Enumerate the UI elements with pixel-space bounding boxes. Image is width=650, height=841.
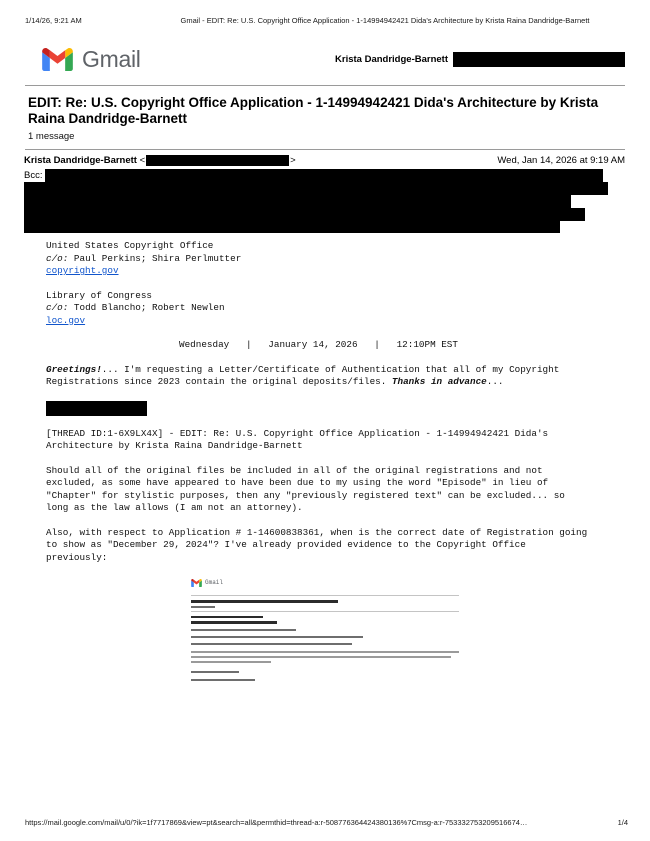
- print-footer: [25, 818, 628, 827]
- embed-gmail-logo-text: Gmail: [205, 579, 224, 586]
- email-body: [46, 240, 591, 681]
- care-of-label: c/o:: [46, 302, 69, 313]
- embed-text-line: [191, 671, 239, 673]
- embed-text-line: [191, 621, 277, 624]
- print-document-title: Gmail - EDIT: Re: U.S. Copyright Office Application - 1-14994942421 Dida's Architecture by Krista Raina Dandridge-Barnett: [180, 16, 590, 25]
- print-header: [0, 0, 650, 25]
- embed-gmail-m-icon: [191, 579, 202, 587]
- redacted-body-bar: [46, 401, 147, 416]
- letter-date-line: Wednesday | January 14, 2026 | 12:10PM EST: [179, 339, 458, 350]
- embed-text-line: [191, 636, 363, 638]
- org2-contacts: [46, 302, 591, 315]
- thanks-emphasis: Thanks in advance: [391, 376, 487, 387]
- sender-identity: [24, 155, 296, 166]
- bracket-open: <: [136, 155, 146, 166]
- gmail-logo: [42, 46, 141, 73]
- redacted-recipients-bar: [45, 169, 603, 182]
- embed-text-line: [191, 616, 263, 619]
- thanks-tail: ...: [486, 376, 504, 387]
- message-count: 1 message: [28, 131, 75, 142]
- redacted-recipients-bar: [24, 182, 608, 195]
- paragraph-should: Should all of the original files be included in all of the original registrations and not excluded, as some have appeared to have been due to my using the word "Episode" in lieu of "Chapter" for stylistic purposes, then any "previously registered text" can be excluded... so long as the law allows (I am not an attorney).: [46, 464, 565, 513]
- org2-people: Todd Blancho; Robert Newlen: [68, 302, 225, 313]
- embed-text-line: [191, 661, 271, 663]
- embedded-email-screenshot[interactable]: [191, 577, 459, 681]
- gmail-header: [42, 46, 625, 73]
- sender-row: [24, 155, 625, 166]
- message-date: Wed, Jan 14, 2026 at 9:19 AM: [497, 155, 625, 166]
- gmail-m-icon: [42, 48, 73, 71]
- loc-gov-link[interactable]: loc.gov: [46, 314, 86, 326]
- embed-text-line: [191, 600, 338, 603]
- redacted-sender-email: [146, 155, 289, 166]
- redacted-recipients-bar: [24, 221, 560, 233]
- divider: [25, 149, 625, 150]
- copyright-gov-link[interactable]: copyright.gov: [46, 265, 119, 276]
- redacted-recipients-bar: [24, 208, 585, 221]
- bcc-redacted-block: [24, 169, 625, 233]
- redacted-recipients-bar: [24, 195, 571, 208]
- email-subject: EDIT: Re: U.S. Copyright Office Application - 1-14994942421 Dida's Architecture by Krista Raina Dandridge-Barnett: [28, 95, 599, 126]
- account-block: [335, 52, 625, 67]
- sender-name: Krista Dandridge-Barnett: [24, 155, 137, 166]
- org1-contacts: [46, 253, 591, 266]
- embed-divider: [191, 611, 459, 612]
- embed-text-line: [191, 629, 296, 631]
- care-of-label: c/o:: [46, 252, 69, 264]
- bcc-line: [24, 169, 625, 182]
- print-timestamp: 1/14/26, 9:21 AM: [25, 16, 82, 25]
- embed-text-line: [191, 656, 451, 658]
- embed-text-line: [191, 643, 352, 645]
- org1-name: United States Copyright Office: [46, 240, 214, 251]
- embed-text-line: [191, 679, 255, 681]
- embed-text-line: [191, 606, 215, 608]
- greeting-text: ... I'm requesting a Letter/Certificate of Authentication that all of my Copyright Registrations since 2023 contain the original deposits/files.: [46, 363, 560, 387]
- bcc-label: Bcc:: [24, 170, 43, 181]
- page-indicator: 1/4: [617, 818, 628, 827]
- divider: [25, 85, 625, 86]
- greeting-emphasis: Greetings!: [46, 363, 102, 375]
- org2-name: Library of Congress: [46, 289, 153, 301]
- redacted-account-email: [453, 52, 625, 67]
- bracket-close: >: [290, 155, 296, 166]
- greeting-paragraph: [46, 364, 591, 389]
- embed-text-line: [191, 651, 459, 653]
- org1-people: Paul Perkins; Shira Perlmutter: [68, 252, 242, 264]
- thread-id-line: [THREAD ID:1-6X9LX4X] - EDIT: Re: U.S. Copyright Office Application - 1-14994942421 Dida's Architecture by Krista Raina Dandridge-Barnett: [46, 427, 549, 451]
- paragraph-also: Also, with respect to Application # 1-14600838361, when is the correct date of Registration going to show as "December 29, 2024"? I've already provided evidence to the Copyright Office previously:: [46, 526, 588, 563]
- account-name: Krista Dandridge-Barnett: [335, 54, 448, 65]
- embed-gmail-logo: [191, 577, 459, 590]
- gmail-logo-text: Gmail: [82, 46, 141, 72]
- print-url: https://mail.google.com/mail/u/0/?ik=1f7717869&view=pt&search=all&permthid=thread-a:r-508776364424380136%7Cmsg-a:r-753332753209516674…: [25, 818, 528, 827]
- embed-divider: [191, 595, 459, 596]
